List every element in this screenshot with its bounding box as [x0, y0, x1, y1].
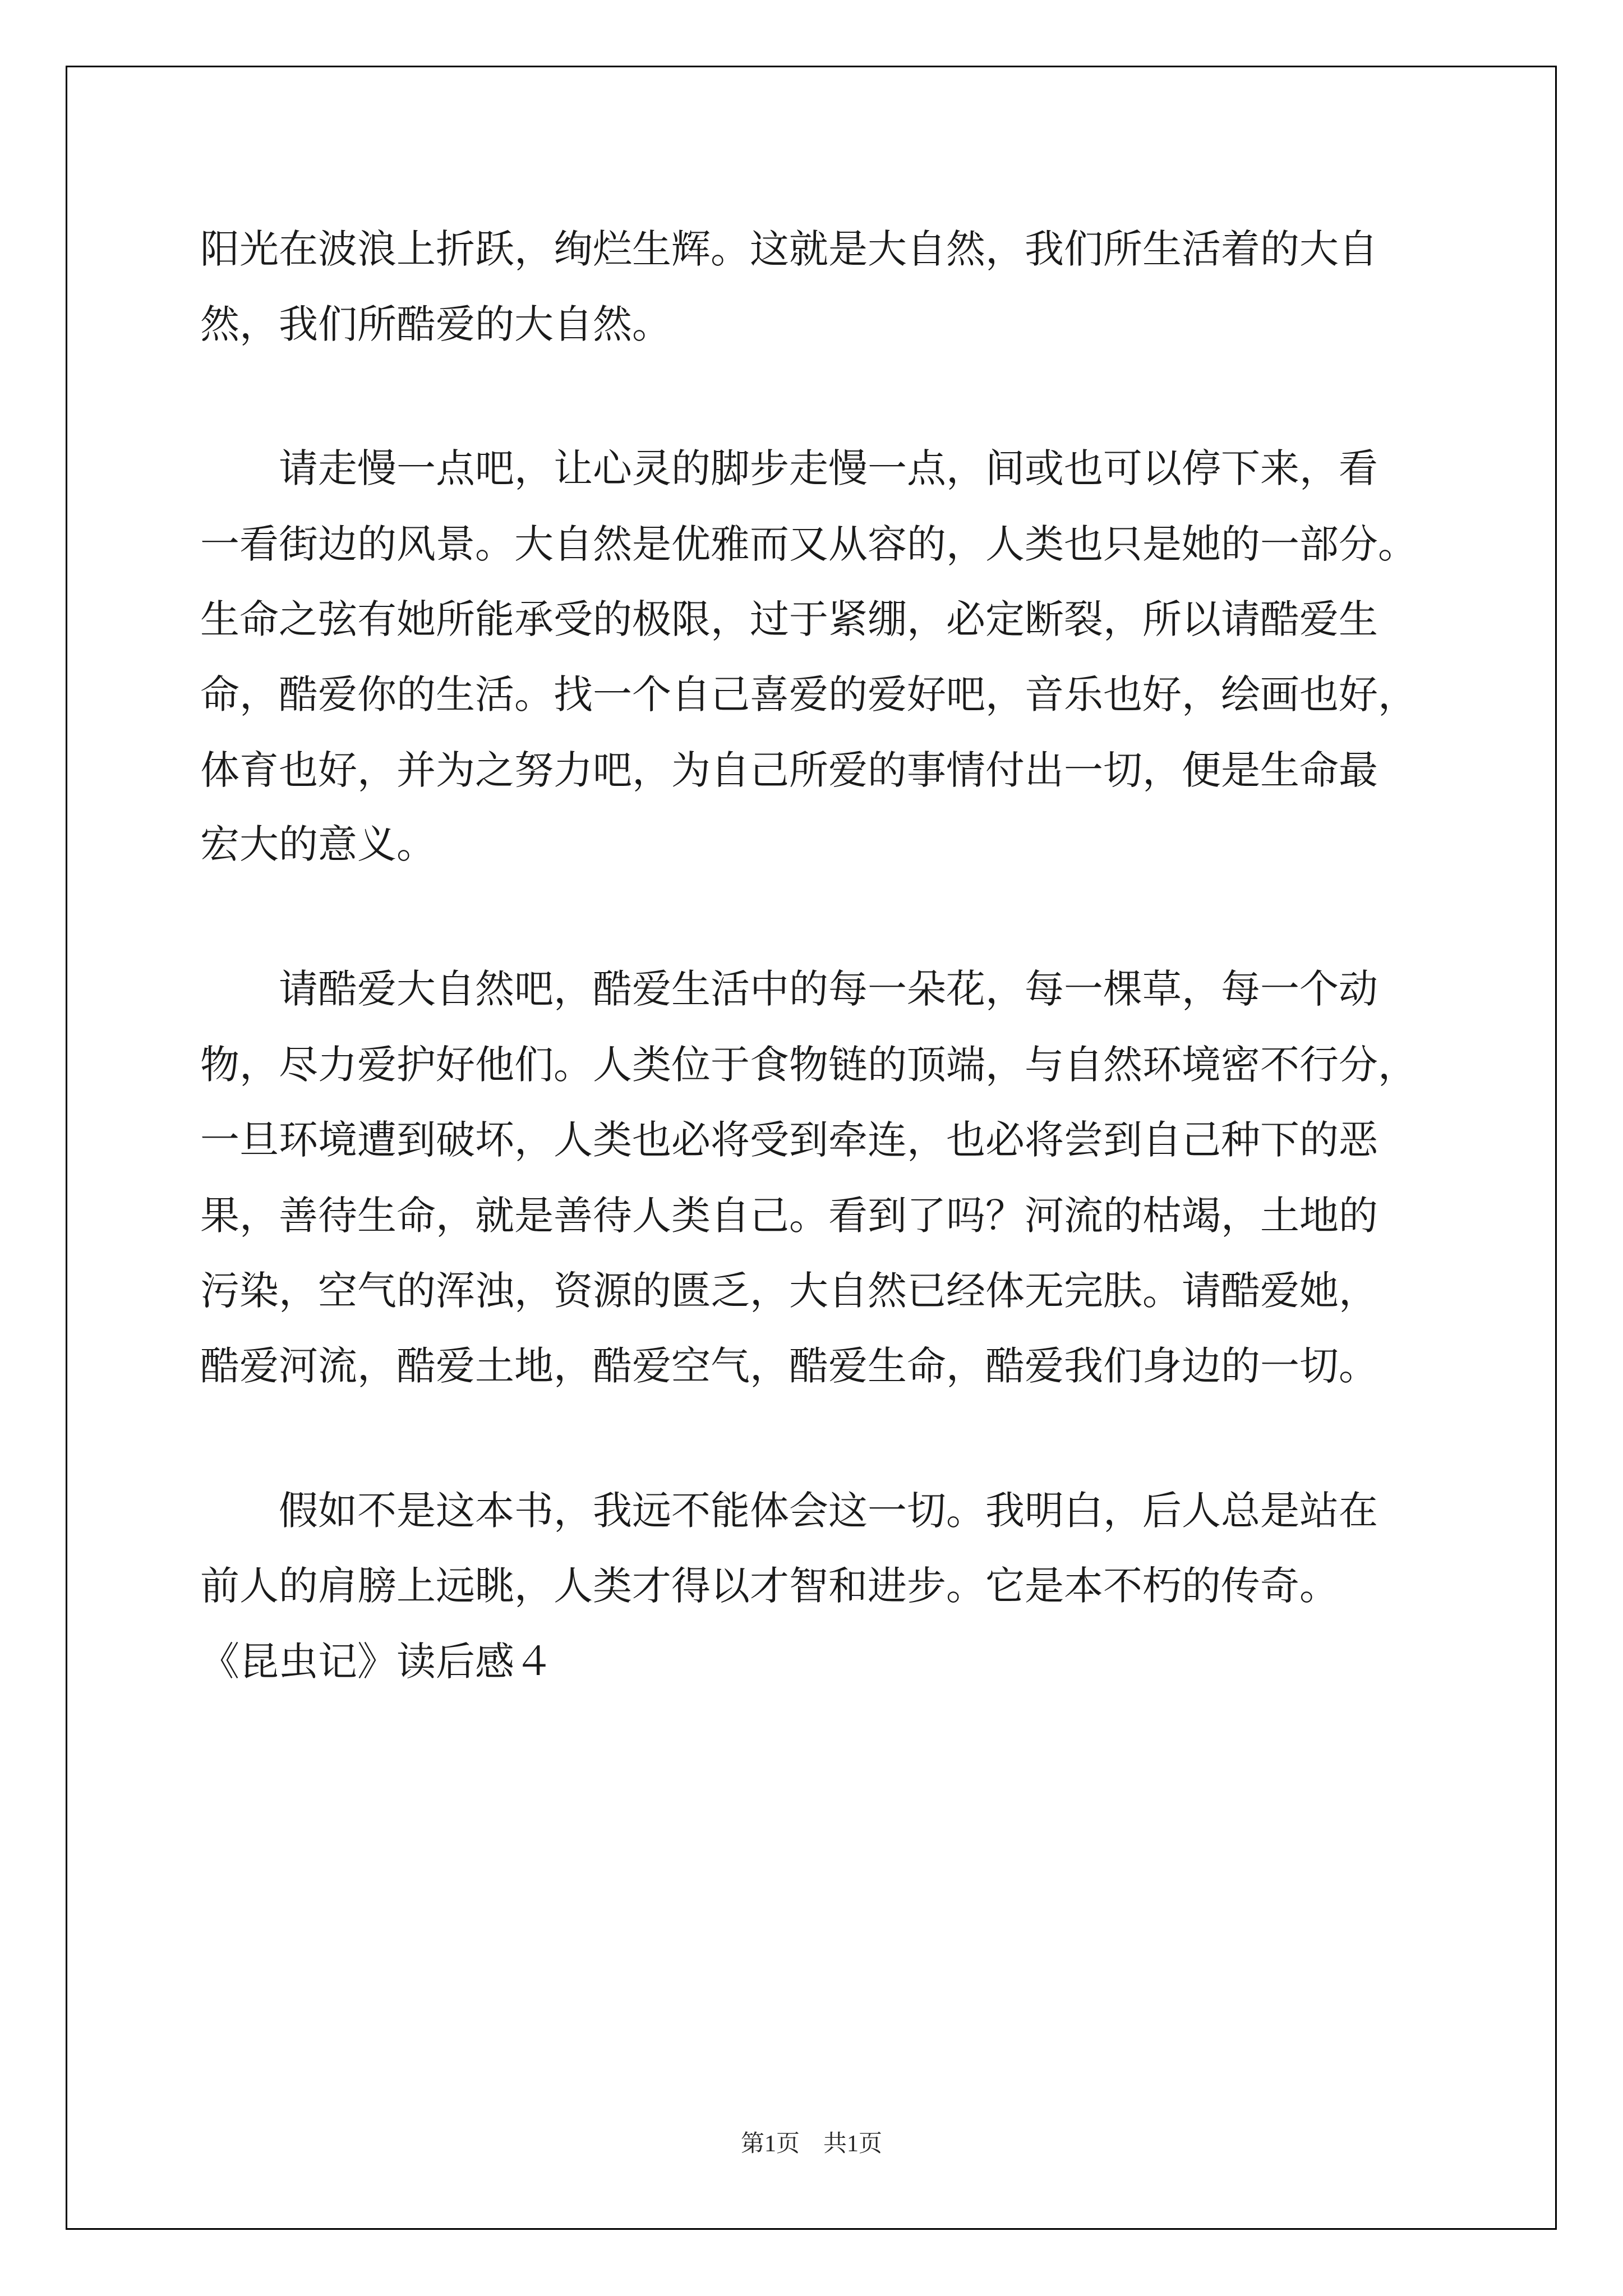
text-line: 酷爱河流，酷爱土地，酷爱空气，酷爱生命，酷爱我们身边的一切。	[200, 1343, 1378, 1389]
text-line: 果，善待生命，就是善待人类自己。看到了吗？河流的枯竭，土地的	[200, 1193, 1378, 1239]
text-line: 一旦环境遭到破坏，人类也必将受到牵连，也必将尝到自己种下的恶	[200, 1117, 1378, 1163]
text-line: 污染，空气的浑浊，资源的匮乏，大自然已经体无完肤。请酷爱她，	[200, 1268, 1378, 1314]
page-footer: 第1页 共1页	[740, 2131, 882, 2157]
text-line: 一看街边的风景。大自然是优雅而又从容的，人类也只是她的一部分。	[200, 521, 1417, 567]
text-line: 宏大的意义。	[200, 821, 436, 867]
text-line: 命，酷爱你的生活。找一个自己喜爱的爱好吧，音乐也好，绘画也好，	[200, 671, 1417, 717]
text-line: 物，尽力爱护好他们。人类位于食物链的顶端，与自然环境密不行分，	[200, 1042, 1417, 1088]
text-line: 阳光在波浪上折跃，绚烂生辉。这就是大自然，我们所生活着的大自	[200, 226, 1378, 272]
text-line: 生命之弦有她所能承受的极限，过于紧绷，必定断裂，所以请酷爱生	[200, 596, 1378, 642]
text-line: 体育也好，并为之努力吧，为自己所爱的事情付出一切，便是生命最	[200, 747, 1378, 793]
section-heading: 《昆虫记》读后感４	[200, 1639, 554, 1685]
text-line: 假如不是这本书，我远不能体会这一切。我明白，后人总是站在	[200, 1488, 1378, 1534]
text-line: 请酷爱大自然吧，酷爱生活中的每一朵花，每一棵草，每一个动	[200, 966, 1378, 1012]
text-line: 前人的肩膀上远眺，人类才得以才智和进步。它是本不朽的传奇。	[200, 1563, 1339, 1609]
text-line: 请走慢一点吧，让心灵的脚步走慢一点，间或也可以停下来，看	[200, 445, 1378, 491]
text-line: 然，我们所酷爱的大自然。	[200, 301, 671, 347]
